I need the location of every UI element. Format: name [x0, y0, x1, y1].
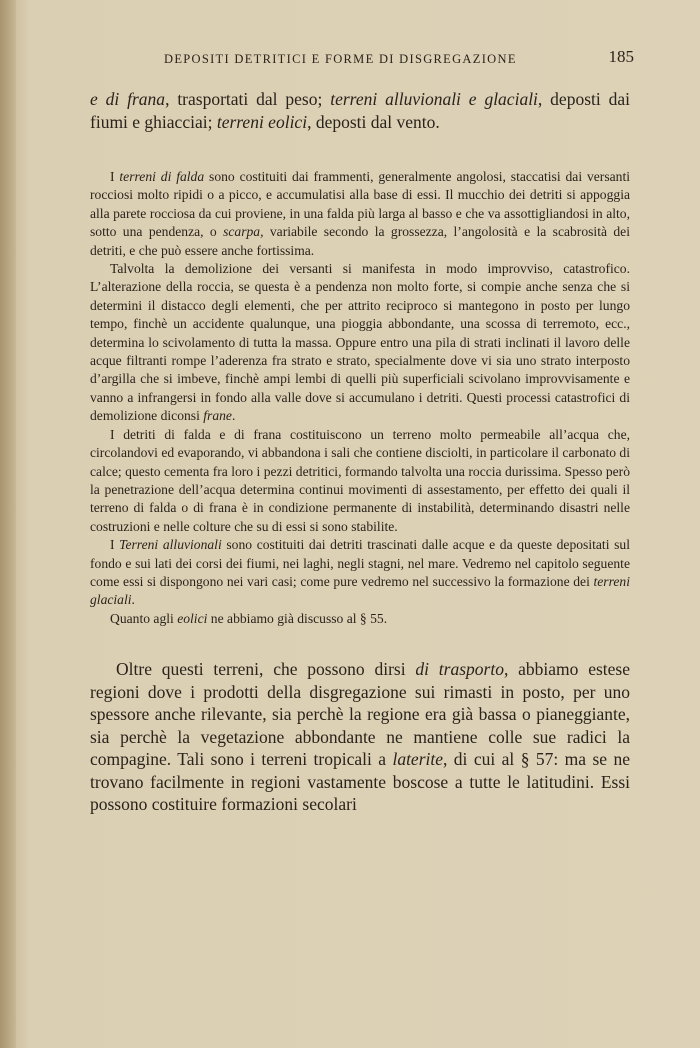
text-run: Talvolta la demolizione dei versanti si manifesta in modo improvviso, catastrofico. L’alterazione della roccia, se questa è a pendenza non molto forte, si compie anche senza che si determini il distacco degli elementi, che per attrito reciproco si mantegono in posto per lungo tempo, finchè un accidente qualunque, una pioggia abbondante, una scossa di terremoto, ecc., determina lo scivolamento di tutta la massa. Oppure entro una pila di strati inclinati il lavoro delle acque filtranti rompe l’aderenza fra strato e strato, specialmente dove vi sia uno strato interposto d’argilla che si imbeve, finchè ampi lembi di quelli più superficiali scivolano improvvisamente e vanno a infrangersi in fondo alla valle dove si accumulano i detriti. Questi processi catastrofici di demolizione diconsi	[90, 261, 630, 424]
running-title: DEPOSITI DETRITICI E FORME DI DISGREGAZIONE	[164, 52, 517, 66]
italic-term: scarpa,	[223, 224, 264, 240]
running-head	[90, 46, 634, 72]
text-run: variabile secondo la grossezza, l’angolosità e la scabrosità dei detriti, e che può essere anche fortissima.	[90, 224, 630, 258]
text-run: ne abbiamo già discusso al § 55.	[207, 610, 388, 626]
italic-term: e di frana	[90, 89, 166, 109]
text-run: sono costituiti dai frammenti, generalmente angolosi, staccatisi dai versanti rocciosi molto ripidi o a picco, e accumulatisi alla base di essi. Il mucchio dei detriti si appoggia alla parete rocciosa da cui proviene, in una falda più larga al basso e che va assottigliandosi in alto, sotto una pendenza, o	[90, 169, 630, 240]
text-run: I detriti di falda e di frana costituiscono un terreno molto permeabile all’acqua che, circolandovi ed evaporando, vi abbandona i sali che contiene disciolti, in particolare il carbonato di calce; questo cementa fra loro i pezzi detritici, formando talvolta una roccia durissima. Spesso però la penetrazione dell’acqua determina continui movimenti di assestamento, per effetto dei quali il terreno di falda o di frana è in condizione permanente di instabilità, determinando disastri nelle costruzioni e nelle colture che su di essi si sono stabilite.	[90, 426, 630, 534]
italic-term: terreni di falda	[119, 169, 205, 184]
italic-term: eolici	[177, 610, 208, 626]
paragraph-body	[90, 658, 630, 816]
paragraph-intro-continuation	[90, 88, 630, 133]
page-content	[90, 46, 634, 816]
text-run: , deposti dal vento.	[307, 111, 440, 132]
italic-term: terreni eolici	[216, 111, 308, 132]
small-print-section	[90, 168, 630, 628]
text-run: .	[131, 592, 135, 608]
text-run: .	[231, 408, 236, 424]
paragraph-detriti	[90, 426, 630, 536]
paragraph-frane	[90, 260, 630, 426]
italic-term: terreni alluvionali e glaciali	[330, 89, 538, 109]
page-number: 185	[608, 47, 634, 66]
paragraph-terreni-in-posto	[90, 658, 630, 816]
italic-term: terreni glaciali	[90, 573, 630, 608]
italic-term: Terreni alluvionali	[119, 537, 222, 553]
text-run: Oltre questi terreni, che possono dirsi	[116, 659, 416, 680]
paragraph-terreni-di-falda	[90, 168, 630, 260]
text-run: I	[110, 537, 120, 553]
paragraph-eolici	[90, 610, 630, 628]
page-gutter-shadow	[0, 0, 16, 1048]
text-run: , deposti dai fiumi e ghiacciai;	[90, 89, 630, 132]
text-run: , di cui al § 57: ma se ne trovano facilmente in regioni vastamente boscose a tutte le latitudini. Essi possono costituire formazioni secolari	[90, 749, 630, 815]
italic-term: frane	[203, 408, 232, 424]
text-run: Quanto agli	[110, 610, 178, 626]
text-run: I	[110, 169, 120, 184]
text-run: , trasportati dal peso;	[165, 89, 331, 109]
italic-term: laterite	[392, 749, 443, 770]
italic-term: di trasporto	[415, 659, 504, 680]
text-run: , abbiamo estese regioni dove i prodotti della disgregazione sui rimasti in posto, per uno spessore anche rilevante, sia perchè la regione era già bassa o pianeggiante, sia perchè la vegetazione abbondante ne mantiene colle sue radici la compagine. Tali sono i terreni tropicali a	[90, 659, 630, 770]
paragraph-terreni-alluvionali	[90, 536, 630, 610]
text-run: sono costituiti dai detriti trascinati dalle acque e da queste depositati sul fondo e sui lati dei corsi dei fiumi, nei laghi, negli stagni, nel mare. Vedremo nel capitolo seguente come essi si dispongono nei vari casi; come pure vedremo nel successivo la formazione dei	[90, 537, 630, 589]
